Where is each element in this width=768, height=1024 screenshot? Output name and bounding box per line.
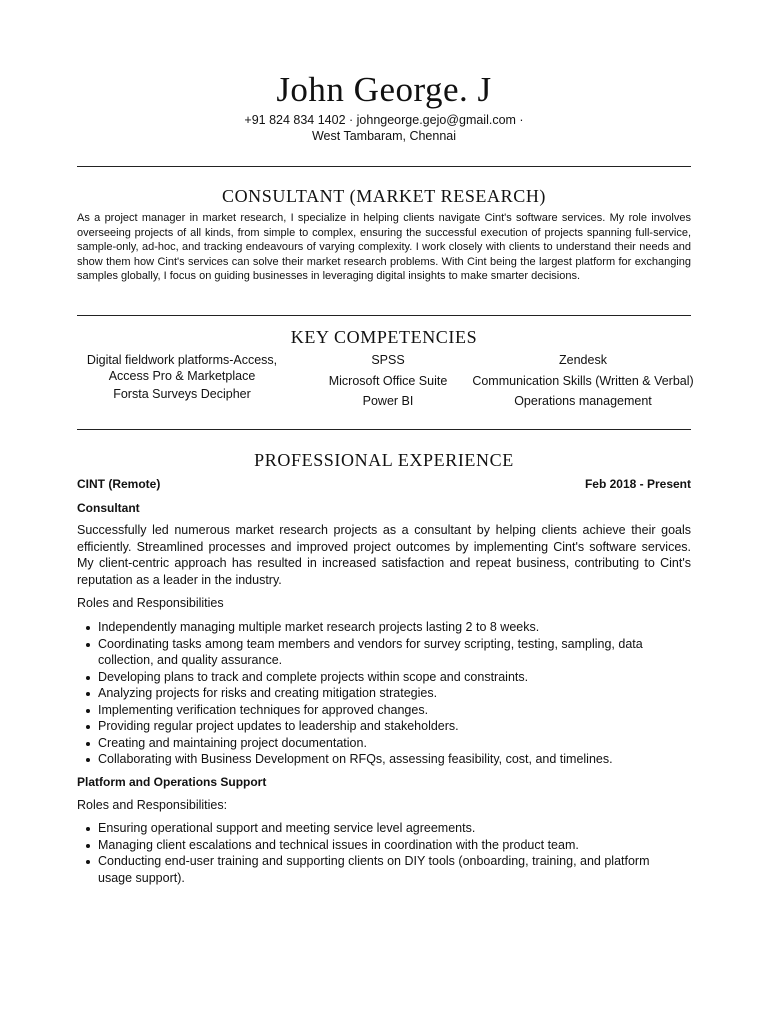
- divider: [77, 429, 691, 430]
- list-item: Developing plans to track and complete projects within scope and constraints.: [77, 669, 677, 686]
- list-item: Providing regular project updates to leadership and stakeholders.: [77, 718, 677, 735]
- contact-line-phone-email: +91 824 834 1402 · johngeorge.gejo@gmail.com ·: [244, 113, 524, 127]
- list-item: Implementing verification techniques for approved changes.: [77, 702, 677, 719]
- job-role: Consultant: [77, 501, 140, 515]
- list-item: Conducting end-user training and supporting clients on DIY tools (onboarding, training, and platform usage support).: [77, 853, 677, 886]
- competencies-column-3: [463, 353, 703, 410]
- competencies-column-2: [298, 353, 478, 410]
- list-item: Coordinating tasks among team members and vendors for survey scripting, testing, sampling, data collection, and quality assurance.: [77, 636, 677, 669]
- employment-dates: Feb 2018 - Present: [584, 477, 691, 491]
- list-item: Independently managing multiple market research projects lasting 2 to 8 weeks.: [77, 619, 677, 636]
- list-item: Managing client escalations and technical issues in coordination with the product team.: [77, 837, 677, 854]
- competency-item: Zendesk: [559, 353, 607, 367]
- list-item: Collaborating with Business Development on RFQs, assessing feasibility, cost, and timelines.: [77, 751, 677, 768]
- competency-item: Microsoft Office Suite: [328, 373, 448, 388]
- summary-title: CONSULTANT (MARKET RESEARCH): [221, 186, 547, 206]
- divider: [77, 166, 691, 167]
- experience-title: PROFESSIONAL EXPERIENCE: [254, 450, 514, 470]
- responsibilities-list: [77, 619, 677, 768]
- competency-item: SPSS: [371, 353, 405, 367]
- competency-item: Power BI: [362, 394, 414, 408]
- summary-text: As a project manager in market research, I specialize in helping clients navigate Cint's software services. My role involves overseeing projects of all kinds, from simple to complex, ensuring the successful execution of projects spanning full-service, sample-only, ad-hoc, and tracking endeavours of varying complexity. I work closely with clients to understand their needs and show them how Cint's services can solve their market research problems. With Cint being the largest platform for exchanging samples globally, I focus on guiding businesses in leveraging digital insights to make smarter decisions.: [77, 212, 691, 283]
- roles-label: Roles and Responsibilities:: [77, 798, 228, 812]
- subsection-title: Platform and Operations Support: [77, 775, 267, 789]
- divider: [77, 315, 691, 316]
- competency-item: Forsta Surveys Decipher: [113, 387, 251, 401]
- support-responsibilities-list: [77, 820, 677, 886]
- list-item: Analyzing projects for risks and creating mitigation strategies.: [77, 685, 677, 702]
- candidate-name: John George. J: [276, 70, 492, 109]
- roles-label: Roles and Responsibilities: [77, 596, 224, 610]
- company-name: CINT (Remote): [77, 477, 161, 491]
- competency-item: Digital fieldwork platforms-Access,: [86, 353, 278, 367]
- competency-item: Access Pro & Marketplace: [108, 368, 256, 383]
- competencies-title: KEY COMPETENCIES: [290, 327, 478, 347]
- contact-line-location: West Tambaram, Chennai: [311, 129, 457, 143]
- competency-item: Communication Skills (Written & Verbal): [472, 373, 694, 388]
- list-item: Ensuring operational support and meeting service level agreements.: [77, 820, 677, 837]
- list-item: Creating and maintaining project documentation.: [77, 735, 677, 752]
- job-description: Successfully led numerous market research projects as a consultant by helping clients achieve their goals efficiently. Streamlined processes and improved project outcomes by implementing Cint's software services. My client-centric approach has resulted in increased satisfaction and repeat business, contributing to Cint's reputation as a leader in the industry.: [77, 523, 691, 587]
- competencies-column-1: [72, 353, 292, 403]
- competency-item: Operations management: [514, 394, 652, 408]
